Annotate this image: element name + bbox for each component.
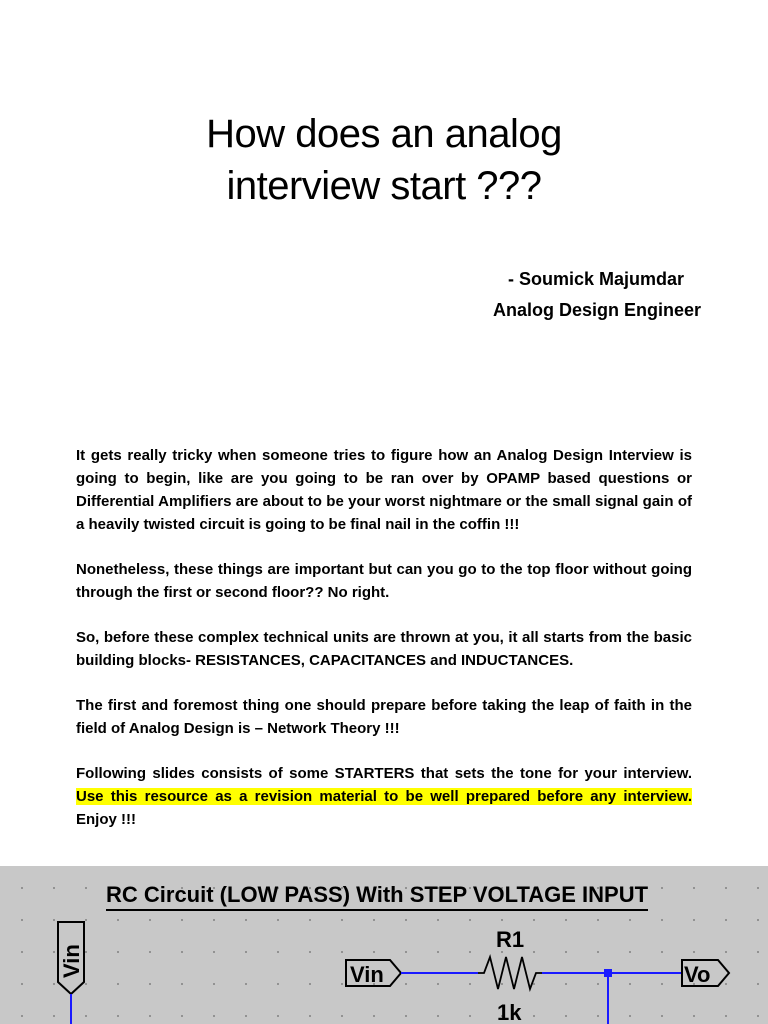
resistor-value-label: 1k [497,1000,522,1024]
circuit-title: RC Circuit (LOW PASS) With STEP VOLTAGE INPUT [106,882,648,911]
closing-text-end: Enjoy !!! [76,811,136,828]
title-line-2: interview start ??? [226,164,542,208]
slide-title [0,108,768,212]
paragraph-closing [76,762,692,831]
vo-port-label: Vo [684,962,711,987]
author-name: - Soumick Majumdar [507,269,684,289]
closing-text-start: Following slides consists of some STARTERS that sets the tone for your interview. [76,765,692,782]
author-role: Analog Design Engineer [492,300,701,320]
resistor-name-label: R1 [496,927,525,952]
slide-rc-circuit [0,866,768,1024]
resistor-r1 [478,927,542,1024]
paragraph: It gets really tricky when someone tries to figure how an Analog Design Interview is going to begin, like are you going to be ran over by OPAMP based questions or Differential Amplifiers are about to be your worst nightmare or the small signal gain of a heavily twisted circuit is going to be final nail in the coffin !!! [76,447,692,533]
vin-port-label: Vin [350,962,384,987]
highlighted-text: Use this resource as a revision material to be well prepared before any interview. [76,788,692,805]
vo-output-port [682,960,729,987]
vin-source-port [58,922,84,1024]
paragraph: The first and foremost thing one should prepare before taking the leap of faith in the field of Analog Design is – Network Theory !!! [76,697,692,737]
vin-input-port [346,960,401,987]
paragraph: So, before these complex technical units are thrown at you, it all starts from the basic building blocks- RESISTANCES, CAPACITANCES and INDUCTANCES. [76,629,692,669]
title-line-1: How does an analog [206,112,562,156]
vin-vertical-label: Vin [59,944,84,978]
schematic [0,866,768,1024]
author-block [0,264,701,326]
body-text [76,444,692,853]
paragraph: Nonetheless, these things are important but can you go to the top floor without going through the first or second floor?? No right. [76,561,692,601]
